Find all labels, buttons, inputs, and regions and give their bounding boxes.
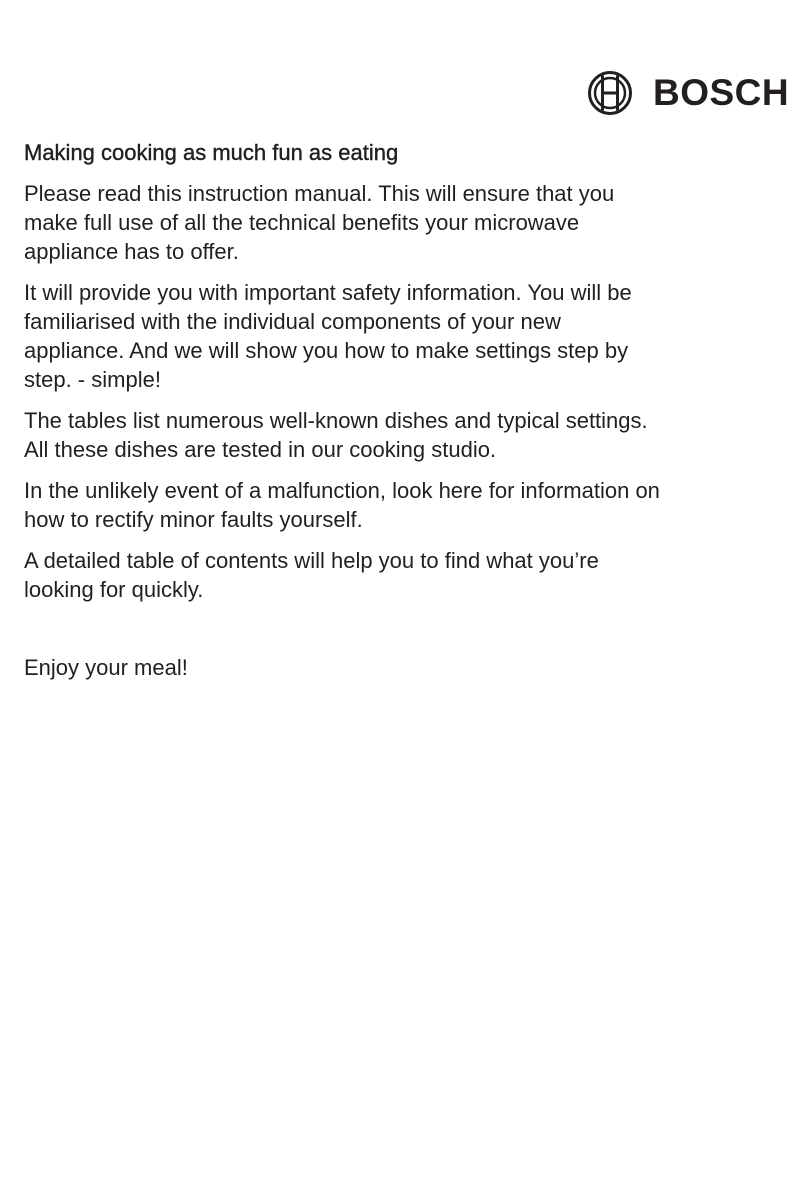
page-title: Making cooking as much fun as eating — [24, 140, 399, 165]
paragraph-contents: A detailed table of contents will help you to find what you’re looking for quickly. — [24, 548, 599, 602]
paragraph-safety: It will provide you with important safety information. You will be familiarised with the individual components of your new appliance. And we will show you how to make settings step by step. - simple! — [24, 280, 632, 392]
paragraph-malfunction: In the unlikely event of a malfunction, look here for information on how to rectify minor faults yourself. — [24, 478, 660, 532]
closing-line: Enjoy your meal! — [24, 655, 188, 680]
document-body — [24, 138, 664, 704]
brand-name: BOSCH — [653, 72, 790, 113]
paragraph-tables: The tables list numerous well-known dishes and typical settings. All these dishes are tested in our cooking studio. — [24, 408, 648, 462]
brand-logo — [587, 70, 789, 116]
bosch-armature-icon — [587, 70, 633, 116]
paragraph-intro: Please read this instruction manual. This will ensure that you make full use of all the technical benefits your microwave appliance has to offer. — [24, 181, 615, 264]
